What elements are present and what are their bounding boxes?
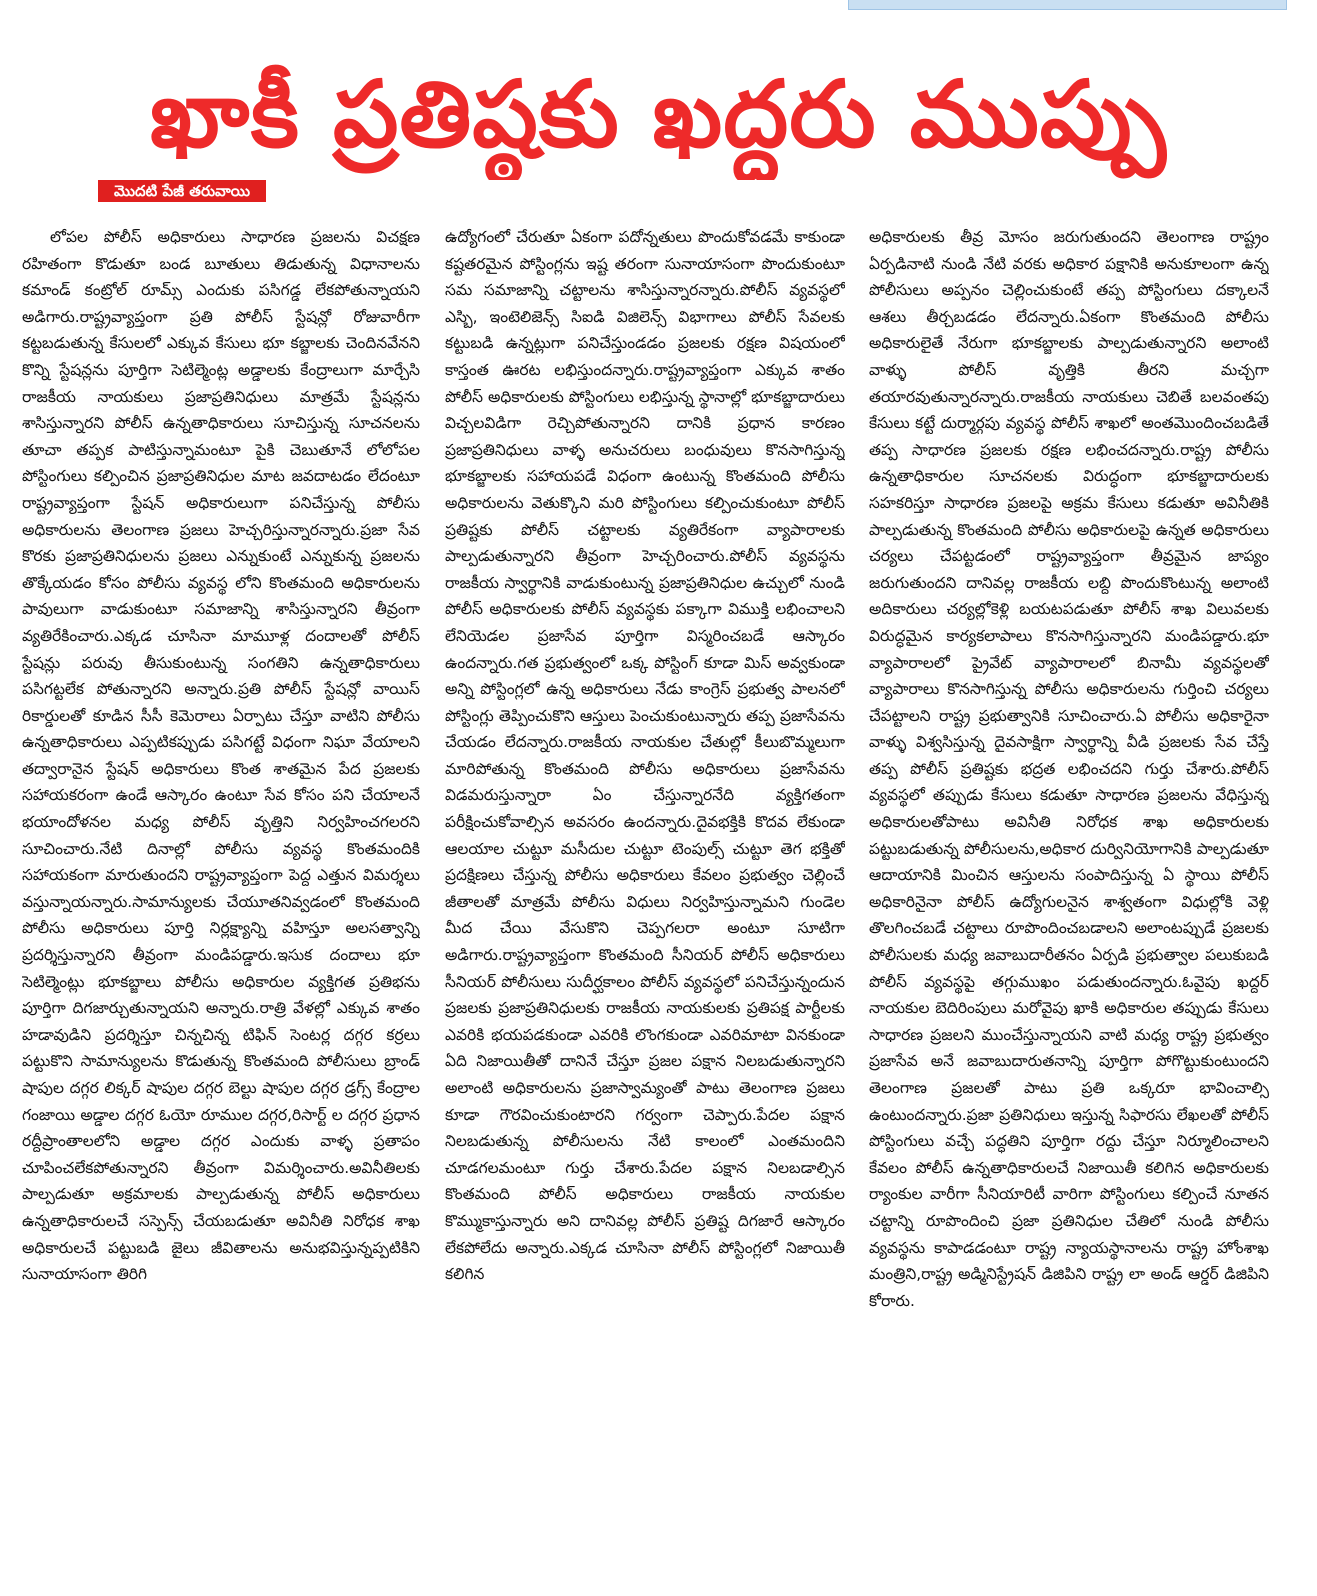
article-column-3 [869,224,1269,1580]
column-text: అధికారులకు తీవ్ర మోసం జరుగుతుందని తెలంగాణ రాష్ట్రం ఏర్పడినాటి నుండి నేటి వరకు అధికార పక్షానికి అనుకూలంగా ఉన్న పోలీసులు అప్పనం చెల్లించుకుంటే తప్ప పోస్టింగులు దక్కాలనే ఆశలు తీర్చబడడం లేదన్నారు.ఏకంగా కొంతమంది పోలీసు అధికారులైతే నేరుగా భూకబ్జాలకు పాల్పడుతున్నారని అలాంటి వాళ్ళు పోలీస్ వృత్తికి తీరని మచ్చగా తయారవుతున్నారన్నారు.రాజకీయ నాయకులు చెబితే బలవంతపు కేసులు కట్టే దుర్మార్గపు వ్యవస్థ పోలీస్ శాఖలో అంతమొందించబడితే తప్ప సాధారణ ప్రజలకు రక్షణ లభించదన్నారు.రాష్ట్ర పోలీసు ఉన్నతాధికారుల సూచనలకు విరుద్ధంగా భూకబ్జాదారులకు సహకరిస్తూ సాధారణ ప్రజలపై అక్రమ కేసులు కడుతూ అవినీతికి పాల్పడుతున్న కొంతమంది పోలీసు అధికారులపై ఉన్నత అధికారులు చర్యలు చేపట్టడంలో రాష్ట్రవ్యాప్తంగా తీవ్రమైన జాప్యం జరుగుతుందని దానివల్ల రాజకీయ లబ్ది పొందుకొంటున్న అలాంటి అదికారులు చర్యల్లోకెళ్లి బయటపడుతూ పోలీస్ శాఖ విలువలకు విరుద్ధమైన కార్యకలాపాలు కొనసాగిస్తున్నారని మండిపడ్డారు.భూ వ్యాపారాలలో ప్రైవేట్ వ్యాపారాలలో బినామీ వ్యవస్థలతో వ్యాపారాలు కొనసాగిస్తున్న పోలీసు అధికారులను గుర్తించి చర్యలు చేపట్టాలని రాష్ట్ర ప్రభుత్వానికి సూచించారు.ఏ పోలీసు అధికారైనా వాళ్ళు విశ్వసిస్తున్న దైవసాక్షిగా స్వార్థాన్ని వీడి ప్రజలకు సేవ చేస్తే తప్ప పోలీస్ ప్రతిష్టకు భద్రత లభించదని గుర్తు చేశారు.పోలీస్ వ్యవస్థలో తప్పుడు కేసులు కడుతూ సాధారణ ప్రజలను వేధిస్తున్న అధికారులతోపాటు అవినీతి నిరోధక శాఖ అధికారులకు పట్టుబడుతున్న పోలీసులను,అధికార దుర్వినియోగానికి పాల్పడుతూ ఆదాయానికి మించిన ఆస్తులను సంపాదిస్తున్న ఏ స్థాయి పోలీస్ అధికారినైనా పోలీస్ ఉద్యోగులనైన శాశ్వతంగా విధుల్లోకి వెళ్లి తొలగించబడే చట్టాలు రూపొందించబడాలని అలాంటప్పుడే ప్రజలకు పోలీసులకు మధ్య జవాబుదారీతనం ఏర్పడి ప్రభుత్వాల పలుకుబడి పోలీస్ వ్యవస్థపై తగ్గుముఖం పడుతుందన్నారు.ఓవైపు ఖద్దర్ నాయకుల బెదిరింపులు మరోవైపు ఖాకి అధికారుల తప్పుడు కేసులు సాధారణ ప్రజలని ముంచేస్తున్నాయని వాటి మధ్య రాష్ట్ర ప్రభుత్వం ప్రజాసేవ అనే జవాబుదారుతనాన్ని పూర్తిగా పోగొట్టుకుంటుందని తెలంగాణ ప్రజలతో పాటు ప్రతి ఒక్కరూ భావించాల్సి ఉంటుందన్నారు.ప్రజా ప్రతినిధులు ఇస్తున్న సిఫారసు లేఖలతో పోలీస్ పోస్టింగులు వచ్చే పద్ధతిని పూర్తిగా రద్దు చేస్తూ నిర్మూలించాలని కేవలం పోలీస్ ఉన్నతాధికారులచే నిజాయితీ కలిగిన అధికారులకు ర్యాంకుల వారీగా సీనియారిటీ వారిగా పోస్టింగులు కల్పించే నూతన చట్టాన్ని రూపొందించి ప్రజా ప్రతినిధుల చేతిలో నుండి పోలీసు వ్యవస్థను కాపాడడంటూ రాష్ట్ర న్యాయస్థానాలను రాష్ట్ర హోంశాఖ మంత్రిని,రాష్ట్ర అడ్మినిస్ట్రేషన్ డిజిపిని రాష్ట్ర లా అండ్ ఆర్డర్ డిజిపిని కోరారు. [869,228,1269,1310]
headline: ఖాకీ ప్రతిష్ఠకు ఖద్దరు ముప్పు [150,61,1167,168]
continuation-tag: మొదటి పేజీ తరువాయి [98,180,266,202]
article-column-1 [22,224,420,1580]
top-edge-banner [848,0,1287,10]
column-text: లోపల పోలీస్ అధికారులు సాధారణ ప్రజలను విచక్షణ రహితంగా కొడుతూ బండ బూతులు తిడుతున్న విధానాలను కమాండ్ కంట్రోల్ రూమ్స్ ఎందుకు పసిగడ్డ లేకపోతున్నాయని అడిగారు.రాష్ట్రవ్యాప్తంగా ప్రతి పోలీస్ స్టేషన్లో రోజువారీగా కట్టబడుతున్న కేసులలో ఎక్కువ కేసులు భూ కబ్జాలకు చెందినవేనని కొన్ని స్టేషన్లను పూర్తిగా సెటిల్మెంట్ల అడ్డాలకు కేంద్రాలుగా మార్చేసి రాజకీయ నాయకులు ప్రజాప్రతినిధులు మాత్రమే స్టేషన్లను శాసిస్తున్నారని పోలీస్ ఉన్నతాధికారులు సూచిస్తున్న సూచనలను తూచా తప్పక పాటిస్తున్నామంటూ పైకి చెబుతూనే లోలోపల పోస్టింగులు కల్పించిన ప్రజాప్రతినిధుల మాట జవదాటడం లేదంటూ రాష్ట్రవ్యాప్తంగా స్టేషన్ అధికారులుగా పనిచేస్తున్న పోలీసు అధికారులను తెలంగాణ ప్రజలు హెచ్చరిస్తున్నారన్నారు.ప్రజా సేవ కొరకు ప్రజాప్రతినిధులను ప్రజలు ఎన్నుకుంటే ఎన్నుకున్న ప్రజలను తొక్కేయడం కోసం పోలీసు వ్యవస్థ లోని కొంతమంది అధికారులను పావులుగా వాడుకుంటూ సమాజాన్ని శాసిస్తున్నారని తీవ్రంగా వ్యతిరేకించారు.ఎక్కడ చూసినా మామూళ్ల దందాలతో పోలీస్ స్టేషన్లు పరువు తీసుకుంటున్న సంగతిని ఉన్నతాధికారులు పసిగట్టలేక పోతున్నారని అన్నారు.ప్రతి పోలీస్ స్టేషన్లో వాయిస్ రికార్డులతో కూడిన సీసీ కెమెరాలు ఏర్పాటు చేస్తూ వాటిని పోలీసు ఉన్నతాధికారులు ఎప్పటికప్పుడు పసిగట్టే విధంగా నిఘా వేయాలని తద్వారానైన స్టేషన్ అధికారులు కొంత శాతమైన పేద ప్రజలకు సహాయకరంగా ఉండే ఆస్కారం ఉంటూ సేవ కోసం పని చేయాలనే భయాందోళనల మధ్య పోలీస్ వృత్తిని నిర్వహించగలరని సూచించారు.నేటి దినాల్లో పోలీసు వ్యవస్థ కొంతమందికి సహాయకంగా మారుతుందని రాష్ట్రవ్యాప్తంగా పెద్ద ఎత్తున విమర్శలు వస్తున్నాయన్నారు.సామాన్యులకు చేయూతనివ్వడంలో కొంతమంది పోలీసు అధికారులు పూర్తి నిర్లక్ష్యాన్ని వహిస్తూ అలసత్వాన్ని ప్రదర్శిస్తున్నారని తీవ్రంగా మండిపడ్డారు.ఇసుక దందాలు భూ సెటిల్మెంట్లు భూకబ్జాలు పోలీసు అధికారుల వ్యక్తిగత ప్రతిభను పూర్తిగా దిగజార్చుతున్నాయని అన్నారు.రాత్రి వేళల్లో ఎక్కువ శాతం హడావుడిని ప్రదర్శిస్తూ చిన్నచిన్న టిఫిన్ సెంటర్ల దగ్గర కర్రలు పట్టుకొని సామాన్యులను కొడుతున్న కొంతమంది పోలీసులు బ్రాండ్ షాపుల దగ్గర లిక్కర్ షాపుల దగ్గర బెల్టు షాపుల దగ్గర డ్రగ్స్ కేంద్రాల గంజాయి అడ్డాల దగ్గర ఓయో రూముల దగ్గర,రిసార్ట్ ల దగ్గర ప్రధాన రద్దీప్రాంతాలలోని అడ్డాల దగ్గర ఎందుకు వాళ్ళ ప్రతాపం చూపించలేకపోతున్నారని తీవ్రంగా విమర్శించారు.అవినీతిలకు పాల్పడుతూ అక్రమాలకు పాల్పడుతున్న పోలీస్ అధికారులు ఉన్నతాధికారులచే సస్పెన్స్ చేయబడుతూ అవినీతి నిరోధక శాఖ అధికారులచే పట్టుబడి జైలు జీవితాలను అనుభవిస్తున్నప్పటికిని సునాయాసంగా తిరిగి [22,228,420,1284]
article-column-2 [445,224,845,1580]
column-text: ఉద్యోగంలో చేరుతూ ఏకంగా పదోన్నతులు పొందుకోవడమే కాకుండా కష్టతరమైన పోస్టింగ్లను ఇష్ట తరంగా సునాయాసంగా పొందుకుంటూ సమ సమాజాన్ని చట్టాలను శాసిస్తున్నారన్నారు.పోలీస్ వ్యవస్థలో ఎస్బి, ఇంటెలిజెన్స్ సిఐడి విజిలెన్స్ విభాగాలు పోలీస్ సేవలకు కట్టుబడి ఉన్నట్లుగా పనిచేస్తుండడం ప్రజలకు రక్షణ విషయంలో కాస్తంత ఊరట లభిస్తుందన్నారు.రాష్ట్రవ్యాప్తంగా ఎక్కువ శాతం పోలీస్ అధికారులకు పోస్టింగులు లభిస్తున్న స్థానాల్లో భూకబ్జాదారులు విచ్చలవిడిగా రెచ్చిపోతున్నారని దానికి ప్రధాన కారణం ప్రజాప్రతినిధులు వాళ్ళ అనుచరులు బంధువులు కొనసాగిస్తున్న భూకబ్జాలకు సహాయపడే విధంగా ఉంటున్న కొంతమంది పోలీసు అధికారులను వెతుక్కొని మరి పోస్టింగులు కల్పించుకుంటూ పోలీస్ ప్రతిష్టకు పోలీస్ చట్టాలకు వ్యతిరేకంగా వ్యాపారాలకు పాల్పడుతున్నారని తీవ్రంగా హెచ్చరించారు.పోలీస్ వ్యవస్థను రాజకీయ స్వార్థానికి వాడుకుంటున్న ప్రజాప్రతినిధుల ఉచ్చులో నుండి పోలీస్ అధికారులకు పోలీస్ వ్యవస్థకు పక్కాగా విముక్తి లభించాలని లేనియెడల ప్రజాసేవ పూర్తిగా విస్మరించబడే ఆస్కారం ఉందన్నారు.గత ప్రభుత్వంలో ఒక్క పోస్టింగ్ కూడా మిస్ అవ్వకుండా అన్ని పోస్టింగ్లలో ఉన్న అధికారులు నేడు కాంగ్రెస్ ప్రభుత్వ పాలనలో పోస్టింగ్లు తెప్పించుకొని ఆస్తులు పెంచుకుంటున్నారు తప్ప ప్రజాసేవను చేయడం లేదన్నారు.రాజకీయ నాయకుల చేతుల్లో కీలుబొమ్మలుగా మారిపోతున్న కొంతమంది పోలీసు అధికారులు ప్రజాసేవను విడమరుస్తున్నారా ఏం చేస్తున్నారనేది వ్యక్తిగతంగా పరీక్షించుకోవాల్సిన అవసరం ఉందన్నారు.దైవభక్తికి కొదవ లేకుండా ఆలయాల చుట్టూ మసీదుల చుట్టూ టెంపుల్స్ చుట్టూ తెగ భక్తితో ప్రదక్షిణలు చేస్తున్న పోలీసు అధికారులు కేవలం ప్రభుత్వం చెల్లించే జీతాలతో మాత్రమే పోలీసు విధులు నిర్వహిస్తున్నామని గుండెల మీద చేయి వేసుకొని చెప్పగలరా అంటూ సూటిగా అడిగారు.రాష్ట్రవ్యాప్తంగా కొంతమంది సీనియర్ పోలీస్ అధికారులు సీనియర్ పోలీసులు సుదీర్ఘకాలం పోలీస్ వ్యవస్థలో పనిచేస్తున్నందున ప్రజలకు ప్రజాప్రతినిధులకు రాజకీయ నాయకులకు ప్రతిపక్ష పార్టీలకు ఎవరికి భయపడకుండా ఎవరికి లొంగకుండా ఎవరిమాటా వినకుండా ఏది నిజాయితీతో దానినే చేస్తూ ప్రజల పక్షాన నిలబడుతున్నారని అలాంటి అధికారులను ప్రజాస్వామ్యంతో పాటు తెలంగాణ ప్రజలు కూడా గౌరవించుకుంటారని గర్వంగా చెప్పారు.పేదల పక్షాన నిలబడుతున్న పోలీసులను నేటి కాలంలో ఎంతమందిని చూడగలమంటూ గుర్తు చేశారు.పేదల పక్షాన నిలబడాల్సిన కొంతమంది పోలీస్ అధికారులు రాజకీయ నాయకుల కొమ్ముకాస్తున్నారు అని దానివల్ల పోలీస్ ప్రతిష్ట దిగజారే ఆస్కారం లేకపోలేదు అన్నారు.ఎక్కడ చూసినా పోలీస్ పోస్టింగ్లలో నిజాయితీ కలిగిన [445,228,845,1284]
